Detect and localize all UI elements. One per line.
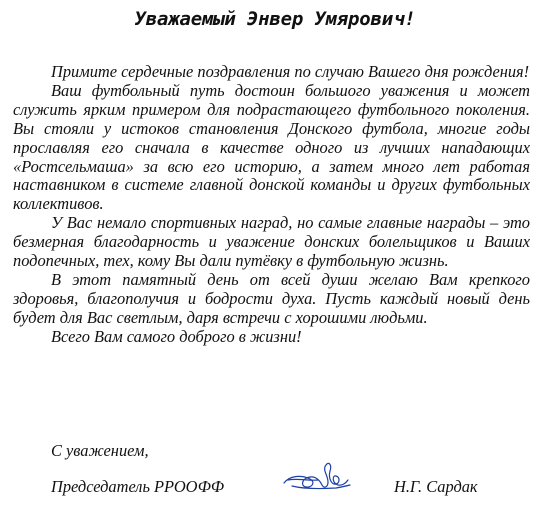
paragraph-birthday-wishes: Примите сердечные поздравления по случаю Вашего дня рождения! <box>51 62 530 81</box>
paragraph-football-career: Ваш футбольный путь достоин большого уважения и может служить ярким примером для подрастающего футбольного поколения. Вы стояли у истоков становления Донского футбола, многие годы прославляя его сначала в качестве одного из лучших нападающих «Ростсельмаша» за всю его историю, а затем много лет работая наставником в системе главной донской команды и других футбольных коллективов. <box>13 80 530 214</box>
closing-phrase: С уважением, <box>51 441 149 460</box>
signer-position: Председатель РРООФФ <box>51 477 225 496</box>
paragraph-final-wish: Всего Вам самого доброго в жизни! <box>51 326 302 346</box>
letter-body <box>13 63 530 347</box>
greeting-heading: Уважаемый Энвер Умярович! <box>134 8 416 30</box>
signature-line <box>0 477 550 497</box>
paragraph-awards: У Вас немало спортивных наград, но самые главные награды – это безмерная благодарность и уважение донских болельщиков и Ваших подопечных, тех, кому Вы дали путёвку в футбольную жизнь. <box>13 213 530 271</box>
signer-name: Н.Г. Сардак <box>394 477 478 496</box>
paragraph-wishes: В этот памятный день от всей души желаю Вам крепкого здоровья, благополучия и бодрости духа. Пусть каждый новый день будет для Вас светлым, даря встречи с хорошими людьми. <box>13 269 530 327</box>
